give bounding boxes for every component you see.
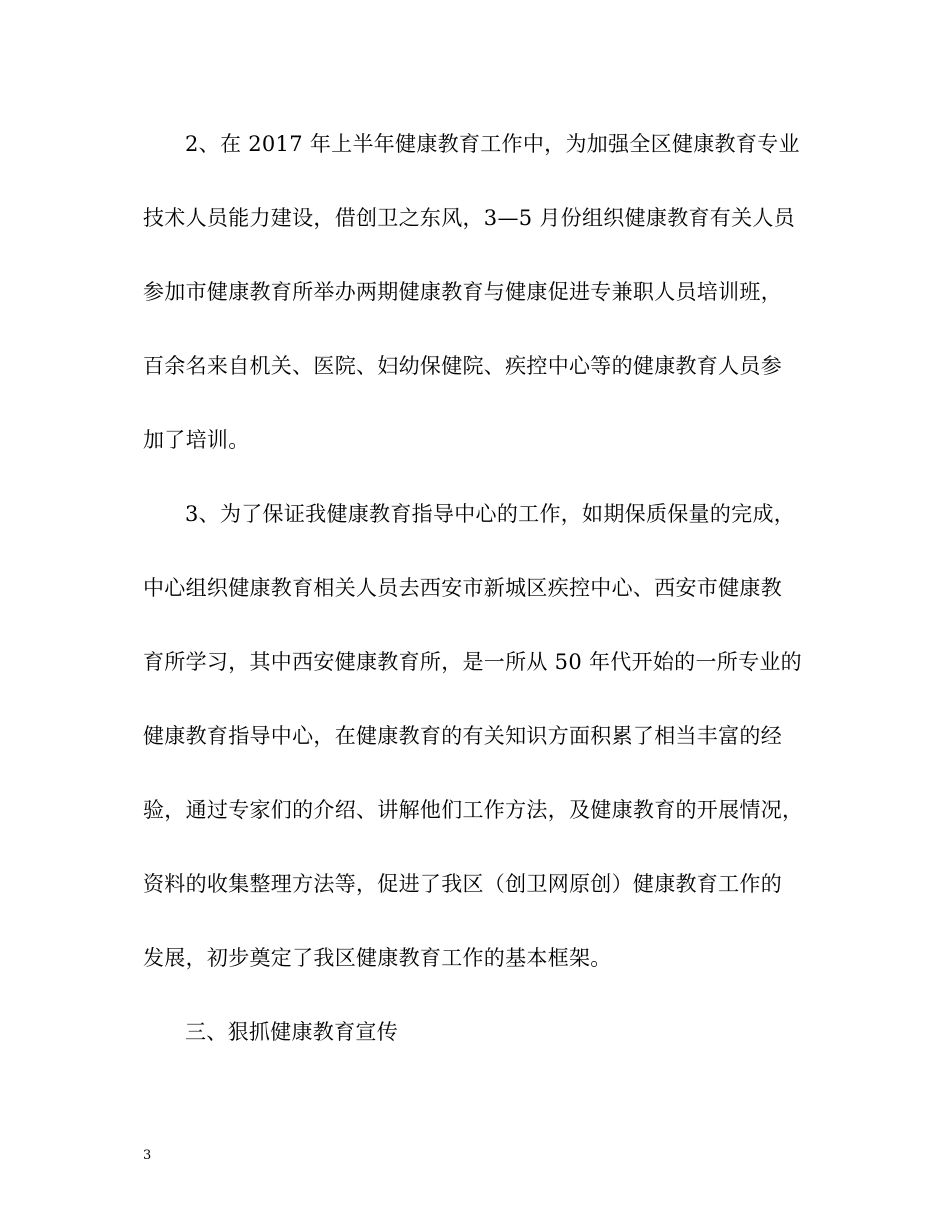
paragraph-2-line-3: 参加市健康教育所举办两期健康教育与健康促进专兼职人员培训班，: [143, 280, 782, 304]
paragraph-3-line-2: 中心组织健康教育相关人员去西安市新城区疾控中心、西安市健康教: [143, 576, 782, 600]
paragraph-3-line-3: 育所学习，其中西安健康教育所，是一所从 50 年代开始的一所专业的: [143, 650, 802, 674]
page-number: 3: [143, 1148, 152, 1163]
paragraph-3-line-4: 健康教育指导中心，在健康教育的有关知识方面积累了相当丰富的经: [143, 724, 782, 748]
paragraph-3-line-1: 3、为了保证我健康教育指导中心的工作，如期保质保量的完成，: [185, 502, 796, 526]
paragraph-3-line-7: 发展，初步奠定了我区健康教育工作的基本框架。: [143, 946, 612, 970]
section-heading: 三、狠抓健康教育宣传: [185, 1020, 398, 1044]
paragraph-3-line-6: 资料的收集整理方法等，促进了我区（创卫网原创）健康教育工作的: [143, 872, 782, 896]
paragraph-2-line-5: 加了培训。: [143, 428, 250, 452]
paragraph-3-line-5: 验，通过专家们的介绍、讲解他们工作方法，及健康教育的开展情况，: [143, 798, 804, 822]
paragraph-2-line-1: 2、在 2017 年上半年健康教育工作中，为加强全区健康教育专业: [185, 132, 800, 156]
paragraph-2-line-4: 百余名来自机关、医院、妇幼保健院、疾控中心等的健康教育人员参: [143, 354, 782, 378]
paragraph-2-line-2: 技术人员能力建设，借创卫之东风，3—5 月份组织健康教育有关人员: [143, 206, 795, 230]
